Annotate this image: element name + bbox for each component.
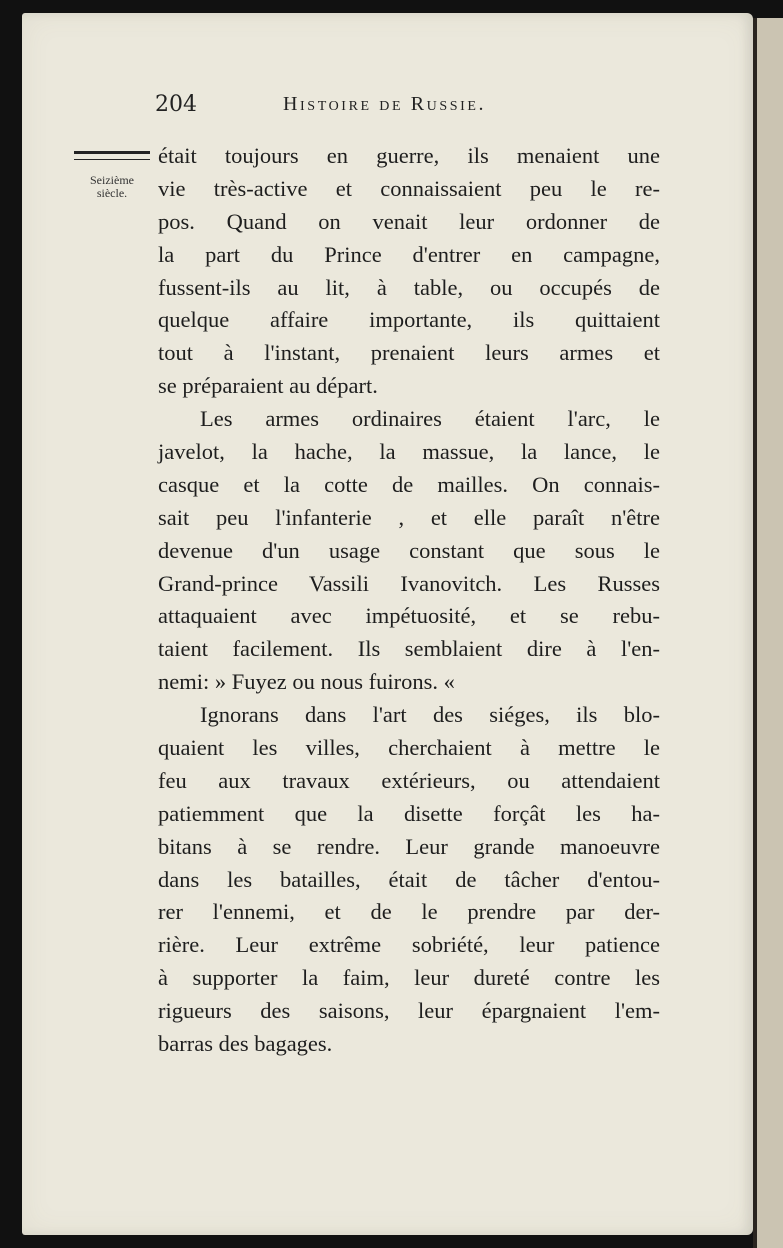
text-line: javelot, la hache, la massue, la lance, le: [158, 439, 660, 465]
text-line: Les armes ordinaires étaient l'arc, le: [200, 406, 660, 432]
text-line: casque et la cotte de mailles. On connais-: [158, 471, 660, 497]
text-line: quaient les villes, cherchaient à mettre le: [158, 735, 660, 761]
text-line: vie très-active et connaissaient peu le re-: [158, 175, 660, 201]
text-line: barras des bagages.: [158, 1031, 333, 1057]
running-title: Histoire de Russie.: [283, 93, 487, 115]
text-line: fussent-ils au lit, à table, ou occupés de: [158, 274, 660, 300]
text-line: attaquaient avec impétuosité, et se rebu-: [158, 603, 660, 629]
page-number: 204: [155, 92, 197, 117]
text-line: nemi: » Fuyez ou nous fuirons. «: [158, 669, 455, 695]
text-line: rer l'ennemi, et de le prendre par der-: [158, 899, 660, 925]
text-line: se préparaient au départ.: [158, 373, 378, 399]
text-line: taient facilement. Ils semblaient dire à l'en-: [158, 636, 660, 662]
adjacent-page-edge: [753, 18, 783, 1248]
text-line: tout à l'instant, prenaient leurs armes et: [158, 340, 660, 366]
text-line: rière. Leur extrême sobriété, leur patience: [158, 932, 660, 958]
text-line: rigueurs des saisons, leur épargnaient l'em-: [158, 998, 660, 1024]
margin-note-line: Seizième: [90, 173, 134, 187]
text-line: était toujours en guerre, ils menaient une: [158, 143, 660, 168]
text-line: Ignorans dans l'art des siéges, ils blo-: [200, 702, 660, 728]
text-line: la part du Prince d'entrer en campagne,: [158, 241, 660, 267]
text-line: à supporter la faim, leur dureté contre les: [158, 965, 660, 991]
margin-rule: [74, 151, 150, 160]
text-line: Grand-prince Vassili Ivanovitch. Les Russes: [158, 570, 660, 596]
margin-note-line: siècle.: [96, 186, 128, 200]
text-line: dans les batailles, était de tâcher d'entou-: [158, 866, 660, 892]
margin-note: [80, 174, 144, 200]
text-line: patiemment que la disette forçât les ha-: [158, 800, 660, 826]
body-text: [158, 140, 660, 1061]
text-line: quelque affaire importante, ils quittaient: [158, 307, 660, 333]
text-line: feu aux travaux extérieurs, ou attendaient: [158, 767, 660, 793]
text-line: bitans à se rendre. Leur grande manoeuvre: [158, 833, 660, 859]
text-line: sait peu l'infanterie , et elle paraît n'être: [158, 504, 660, 530]
text-line: devenue d'un usage constant que sous le: [158, 537, 660, 563]
text-line: pos. Quand on venait leur ordonner de: [158, 208, 660, 234]
